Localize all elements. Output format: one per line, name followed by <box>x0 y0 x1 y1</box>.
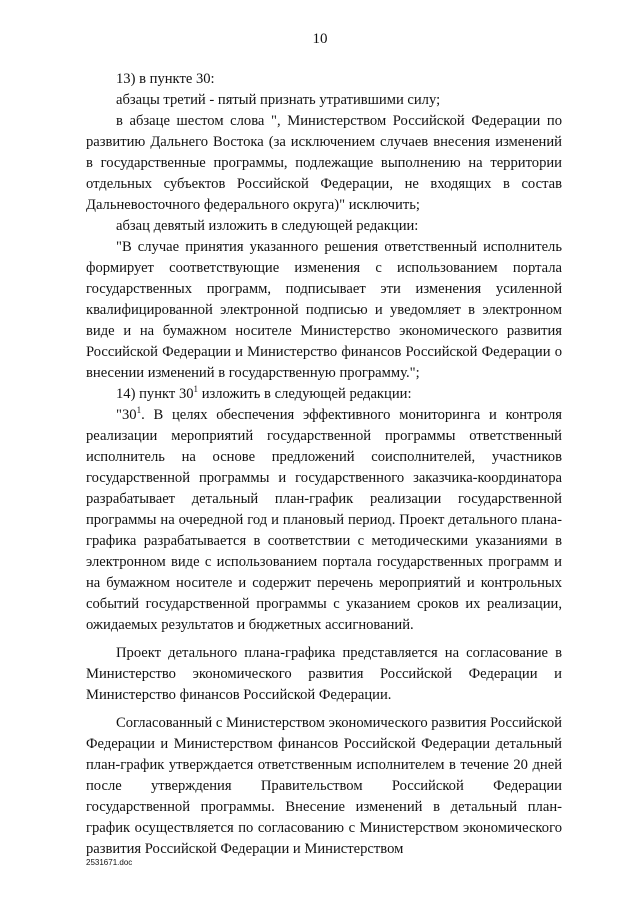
item-13-paragraph-3: абзац девятый изложить в следующей редакции: <box>116 218 419 234</box>
item-14-paragraph-1-start: "30 <box>116 407 137 423</box>
item-13-paragraph-1: абзацы третий - пятый признать утратившими силу; <box>116 92 441 108</box>
item-14-paragraph-1-superscript: 1 <box>136 405 142 415</box>
item-14-heading <box>86 384 562 405</box>
item-14-heading-superscript: 1 <box>193 384 199 394</box>
document-footer-filename: 2531671.doc <box>86 858 133 867</box>
item-14-paragraph-1-end: . В целях обеспечения эффективного мониторинга и контроля реализации мероприятий государственной программы ответственный исполнитель на основе предложений соисполнителей, участников государственной программы и государственного заказчика-координатора разрабатывает детальный план-график реализации государственной программы на очередной год и плановый период. Проект детального плана-графика разрабатывается в соответствии с методическими указаниями в электронном виде с использованием портала государственных программ и на бумажном носителе и содержит перечень мероприятий и контрольных событий государственной программы с указанием сроков их реализации, ожидаемых результатов и бюджетных ассигнований. <box>86 407 562 633</box>
item-14-paragraph-1 <box>86 405 562 636</box>
item-13-paragraph-2: в абзаце шестом слова ", Министерством Российской Федерации по развитию Дальнего Востока (за исключением случаев внесения изменений в государственные программы, подлежащие выполнению на территории отдельных субъектов Российской Федерации, не входящих в состав Дальневосточного федерального округа)" исключить; <box>86 113 562 213</box>
item-14-heading-end: изложить в следующей редакции: <box>198 386 412 402</box>
item-14-paragraph-2: Проект детального плана-графика представляется на согласование в Министерство экономического развития Российской Федерации и Министерство финансов Российской Федерации. <box>86 645 562 703</box>
document-body <box>86 69 562 860</box>
item-14-heading-start: 14) пункт 30 <box>116 386 194 402</box>
item-13-quote: "В случае принятия указанного решения ответственный исполнитель формирует соответствующие изменения с использованием портала государственных программ, подписывает эти изменения усиленной квалифицированной электронной подписью и уведомляет в электронном виде и на бумажном носителе Министерство экономического развития Российской Федерации и Министерство финансов Российской Федерации о внесении изменений в государственную программу."; <box>86 239 562 381</box>
item-13-heading: 13) в пункте 30: <box>116 71 215 87</box>
item-14-paragraph-3: Согласованный с Министерством экономического развития Российской Федерации и Министерством финансов Российской Федерации детальный план-график утверждается ответственным исполнителем в течение 20 дней после утверждения Правительством Российской Федерации государственной программы. Внесение изменений в детальный план-график осуществляется по согласованию с Министерством экономического развития Российской Федерации и Министерством <box>86 715 562 857</box>
page-number: 10 <box>312 31 328 47</box>
